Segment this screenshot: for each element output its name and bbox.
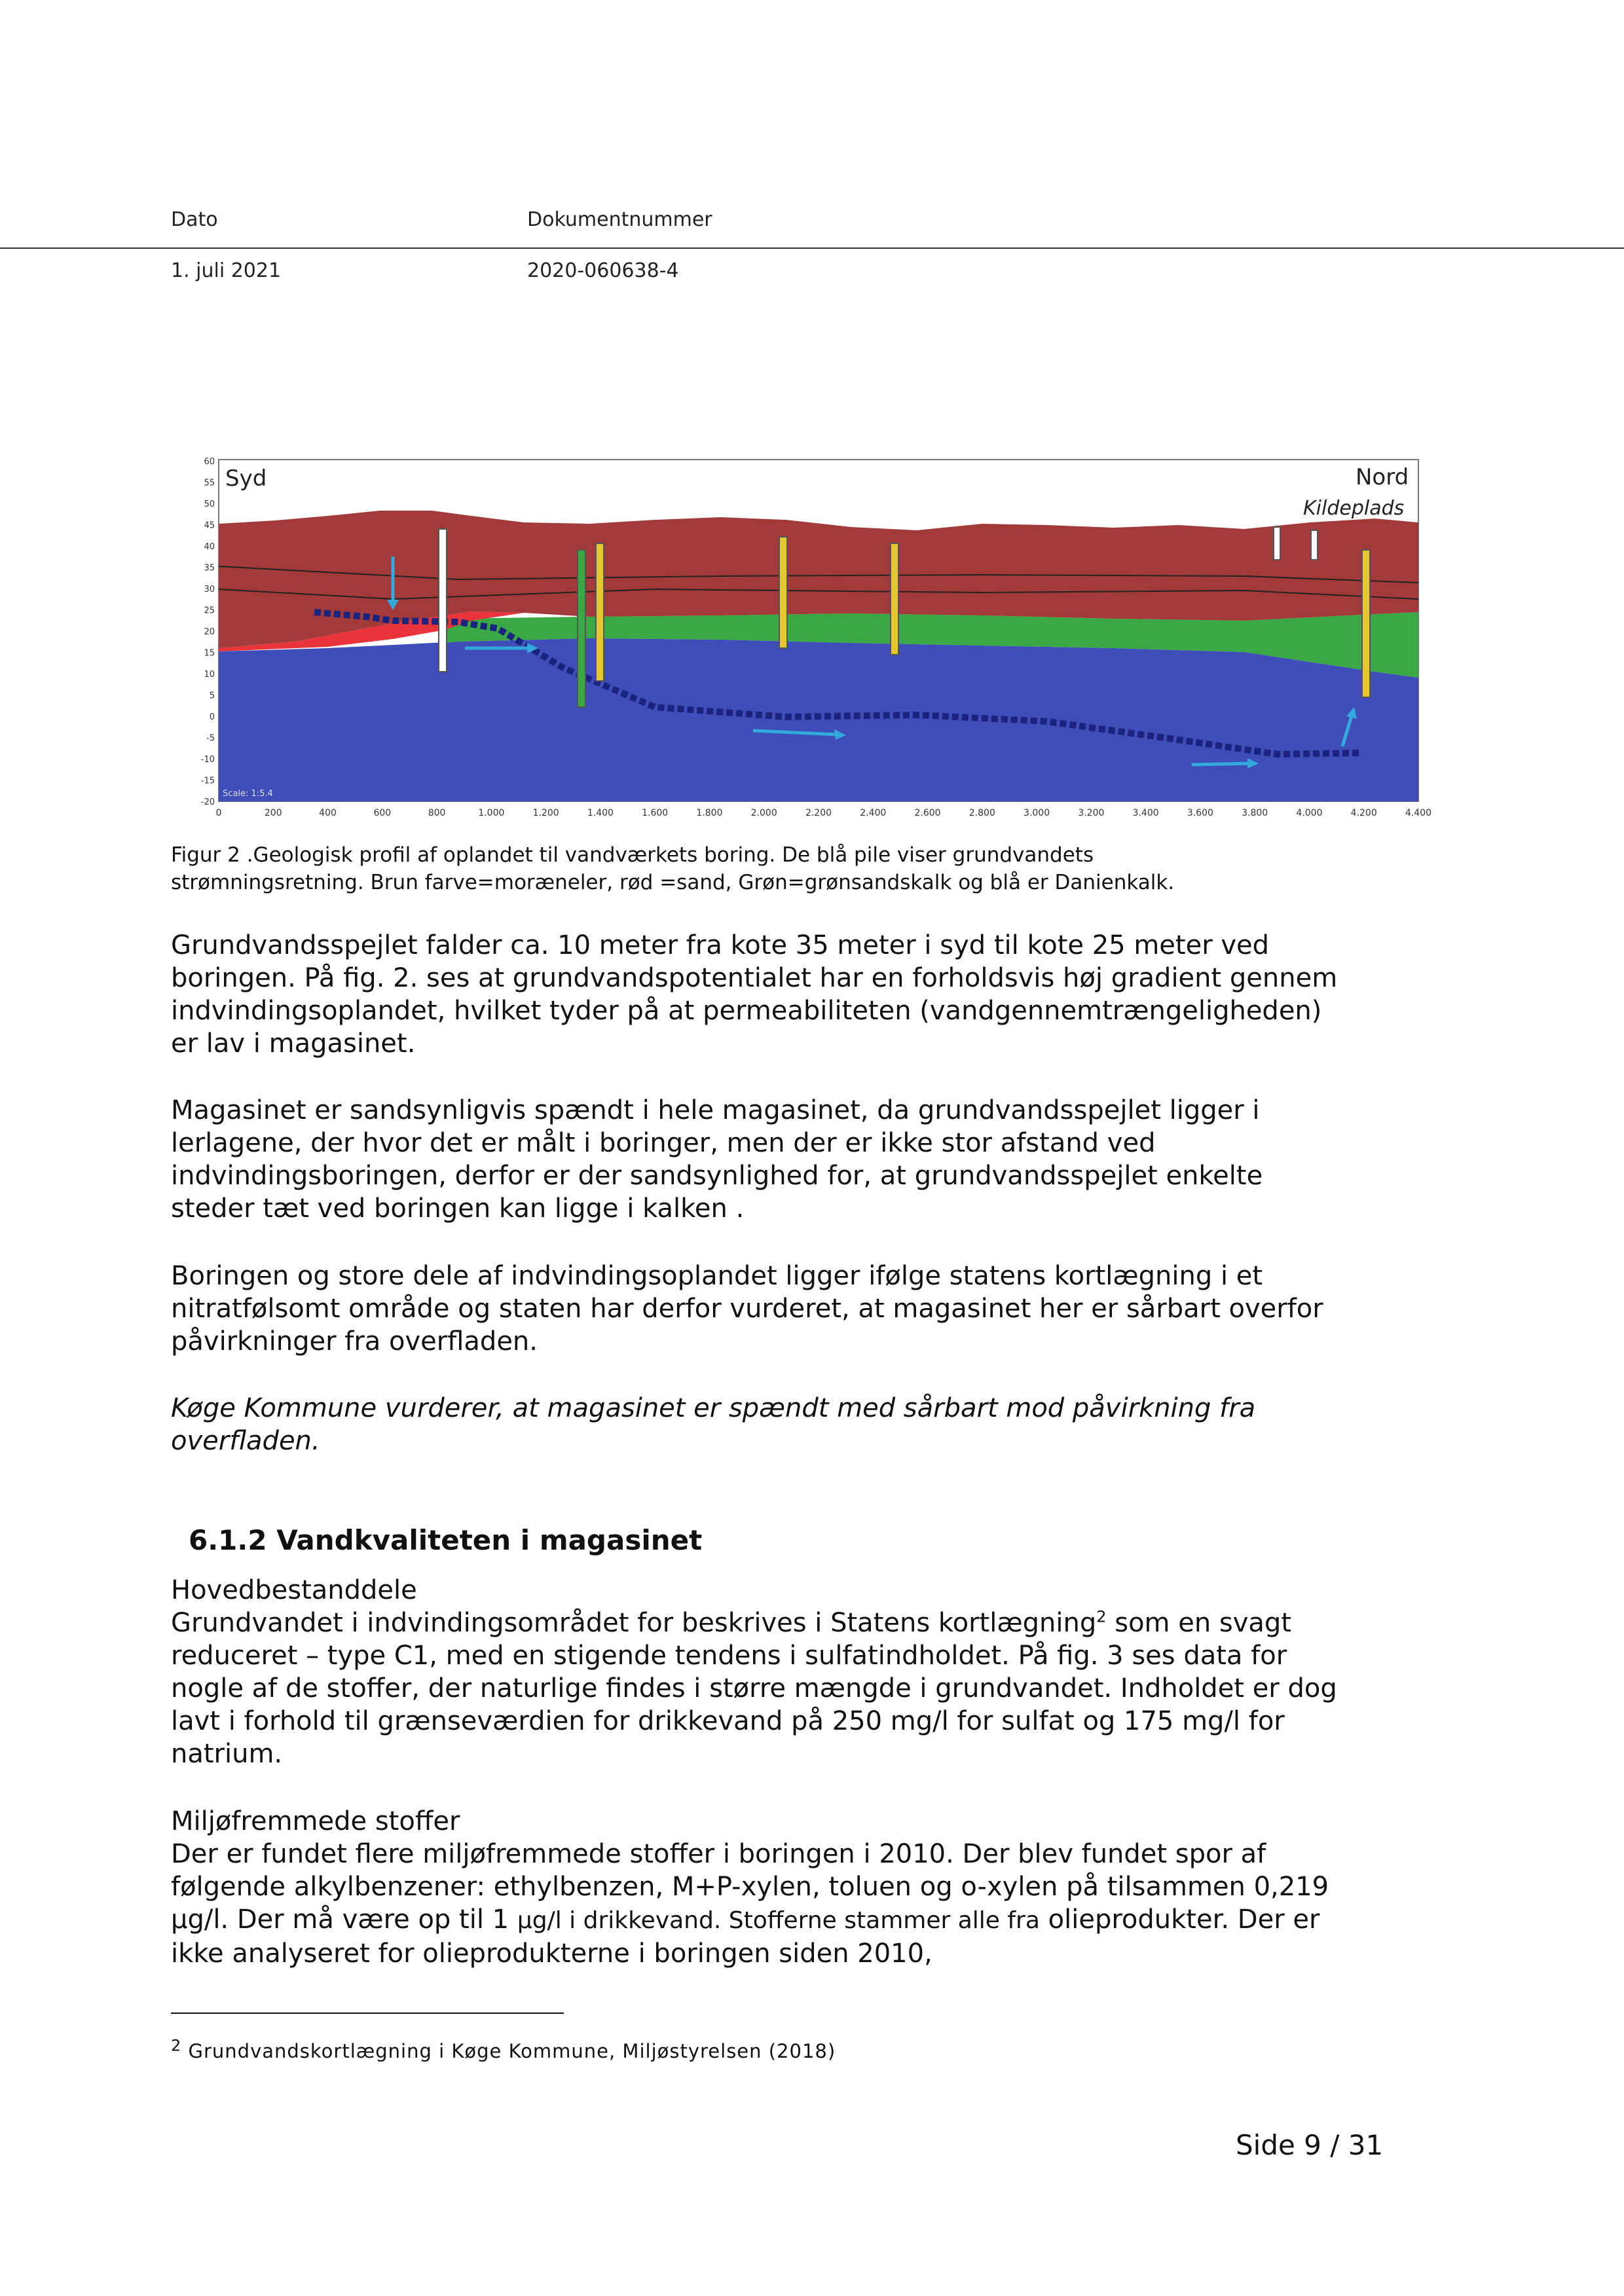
subheading-miljoefremmede: Miljøfremmede stoffer (171, 1806, 460, 1836)
paragraph-nitrat: Boringen og store dele af indvindingsoplandet ligger ifølge statens kortlægning i et nitratfølsomt område og staten har derfor vurderet, at magasinet her er sårbart overfor påvirkninger fra overfladen. (171, 1261, 1323, 1357)
figure-caption (171, 841, 1415, 896)
scale-text: Scale: 1:5.4 (223, 789, 273, 799)
date-label: Dato (171, 208, 218, 231)
y-tick-label: 20 (204, 627, 215, 637)
y-tick-label: 5 (209, 691, 215, 701)
x-tick-label: 1.200 (532, 808, 559, 818)
x-tick-label: 2.600 (914, 808, 941, 818)
y-tick-label: -20 (200, 797, 215, 807)
x-tick-label: 3.600 (1187, 808, 1213, 818)
y-tick-label: 50 (204, 500, 215, 509)
footnote-ref[interactable]: 2 (1096, 1607, 1107, 1626)
y-tick-label: 15 (204, 648, 215, 659)
paragraph-miljoefremmede: Der er fundet flere miljøfremmede stoffer i boringen i 2010. Der blev fundet spor af følgende alkylbenzener: ethylbenzen, M+P-xylen, toluen og o-xylen på tilsammen 0,219 µg/l. Der må være op til 1 µg/l i drikkevand. Stofferne stammer alle fra olieprodukter. Der er ikke analyseret for olieprodukterne i boringen siden 2010, (171, 1839, 1329, 1969)
y-tick-label: 35 (204, 563, 215, 574)
y-tick-label: 10 (204, 670, 215, 680)
section-miljoefremmede (171, 1805, 1350, 1970)
section-hovedbestanddele (171, 1574, 1350, 1770)
paragraph-vurdering: Køge Kommune vurderer, at magasinet er spændt med sårbart mod påvirkning fra overfladen. (171, 1393, 1256, 1456)
x-tick-label: 1.600 (642, 808, 669, 818)
x-tick-label: 4.000 (1296, 808, 1323, 818)
x-tick-label: 1.000 (478, 808, 505, 818)
y-tick-label: 0 (209, 712, 215, 722)
paragraph-hovedbestanddele: Grundvandet i indvindingsområdet for beskrives i Statens kortlægning$^2$ som en svagt reduceret – type C1, med en stigende tendens i sulfatindholdet. På fig. 3 ses data for nogle af de stoffer, der naturlige findes i større mængde i grundvandet. Indholdet er dog lavt i forhold til grænseværdien for drikkevand på 250 mg/l for sulfat og 175 mg/l for natrium. (171, 1607, 1337, 1769)
x-tick-label: 4.400 (1405, 808, 1432, 818)
x-tick-label: 2.400 (860, 808, 887, 818)
y-tick-label: 30 (204, 585, 215, 594)
document-number-value: 2020-060638-4 (527, 259, 679, 282)
footnote-divider (171, 2013, 564, 2014)
geological-profile-figure (196, 452, 1432, 838)
x-tick-label: 2.800 (969, 808, 995, 818)
x-tick-label: 3.800 (1242, 808, 1268, 818)
x-tick-label: 200 (264, 808, 282, 818)
kildeplads-label: Kildeplads (1303, 497, 1405, 520)
y-tick-label: -10 (200, 755, 215, 765)
x-tick-label: 800 (428, 808, 446, 818)
x-tick-label: 3.200 (1078, 808, 1105, 818)
y-tick-label: -15 (200, 776, 215, 786)
date-value: 1. juli 2021 (171, 259, 282, 282)
x-tick-label: 0 (215, 808, 222, 818)
subheading-hovedbestanddele: Hovedbestanddele (171, 1575, 417, 1605)
paragraph-gradient: Grundvandsspejlet falder ca. 10 meter fra kote 35 meter i syd til kote 25 meter ved boringen. På fig. 2. ses at grundvandspotentialet har en forholdsvis høj gradient gennem indvindingsoplandet, hvilket tyder på at permeabiliteten (vandgennemtrængeligheden) er lav i magasinet. (171, 930, 1338, 1059)
caption-line-1: Figur 2 .Geologisk profil af oplandet til vandværkets boring. De blå pile viser grundvandets (171, 843, 1094, 867)
paragraph-magasin: Magasinet er sandsynligvis spændt i hele magasinet, da grundvandsspejlet ligger i lerlagene, der hvor det er målt i boringer, men der er ikke stor afstand ved indvindingsboringen, derfor er der sandsynlighed for, at grundvandsspejlet enkelte steder tæt ved boringen kan ligge i kalken . (171, 1095, 1263, 1224)
y-tick-label: 55 (204, 478, 215, 488)
south-label: Syd (225, 465, 267, 492)
x-tick-label: 1.400 (587, 808, 614, 818)
y-tick-label: 25 (204, 606, 215, 616)
y-tick-label: 40 (204, 542, 215, 552)
x-tick-label: 3.000 (1024, 808, 1050, 818)
x-tick-label: 4.200 (1350, 808, 1377, 818)
x-tick-label: 400 (319, 808, 337, 818)
header-divider (0, 247, 1624, 249)
north-label: Nord (1356, 464, 1409, 490)
y-tick-label: 60 (204, 457, 215, 467)
document-number-label: Dokumentnummer (527, 208, 712, 231)
x-tick-label: 2.200 (805, 808, 832, 818)
x-tick-label: 2.000 (750, 808, 777, 818)
x-tick-label: 1.800 (696, 808, 723, 818)
footnote: $^2$ Grundvandskortlægning i Køge Kommune, Miljøstyrelsen (2018) (171, 2036, 836, 2062)
x-tick-label: 600 (373, 808, 392, 818)
y-tick-label: -5 (206, 733, 215, 744)
x-tick-label: 3.400 (1132, 808, 1159, 818)
caption-line-2: strømningsretning. Brun farve=moræneler, rød =sand, Grøn=grønsandskalk og blå er Danienkalk. (171, 871, 1175, 894)
y-tick-label: 45 (204, 520, 215, 531)
section-heading: 6.1.2 Vandkvaliteten i magasinet (189, 1524, 703, 1556)
layer-danienkalk (219, 638, 1418, 801)
page-number: Side 9 / 31 (1236, 2129, 1384, 2161)
